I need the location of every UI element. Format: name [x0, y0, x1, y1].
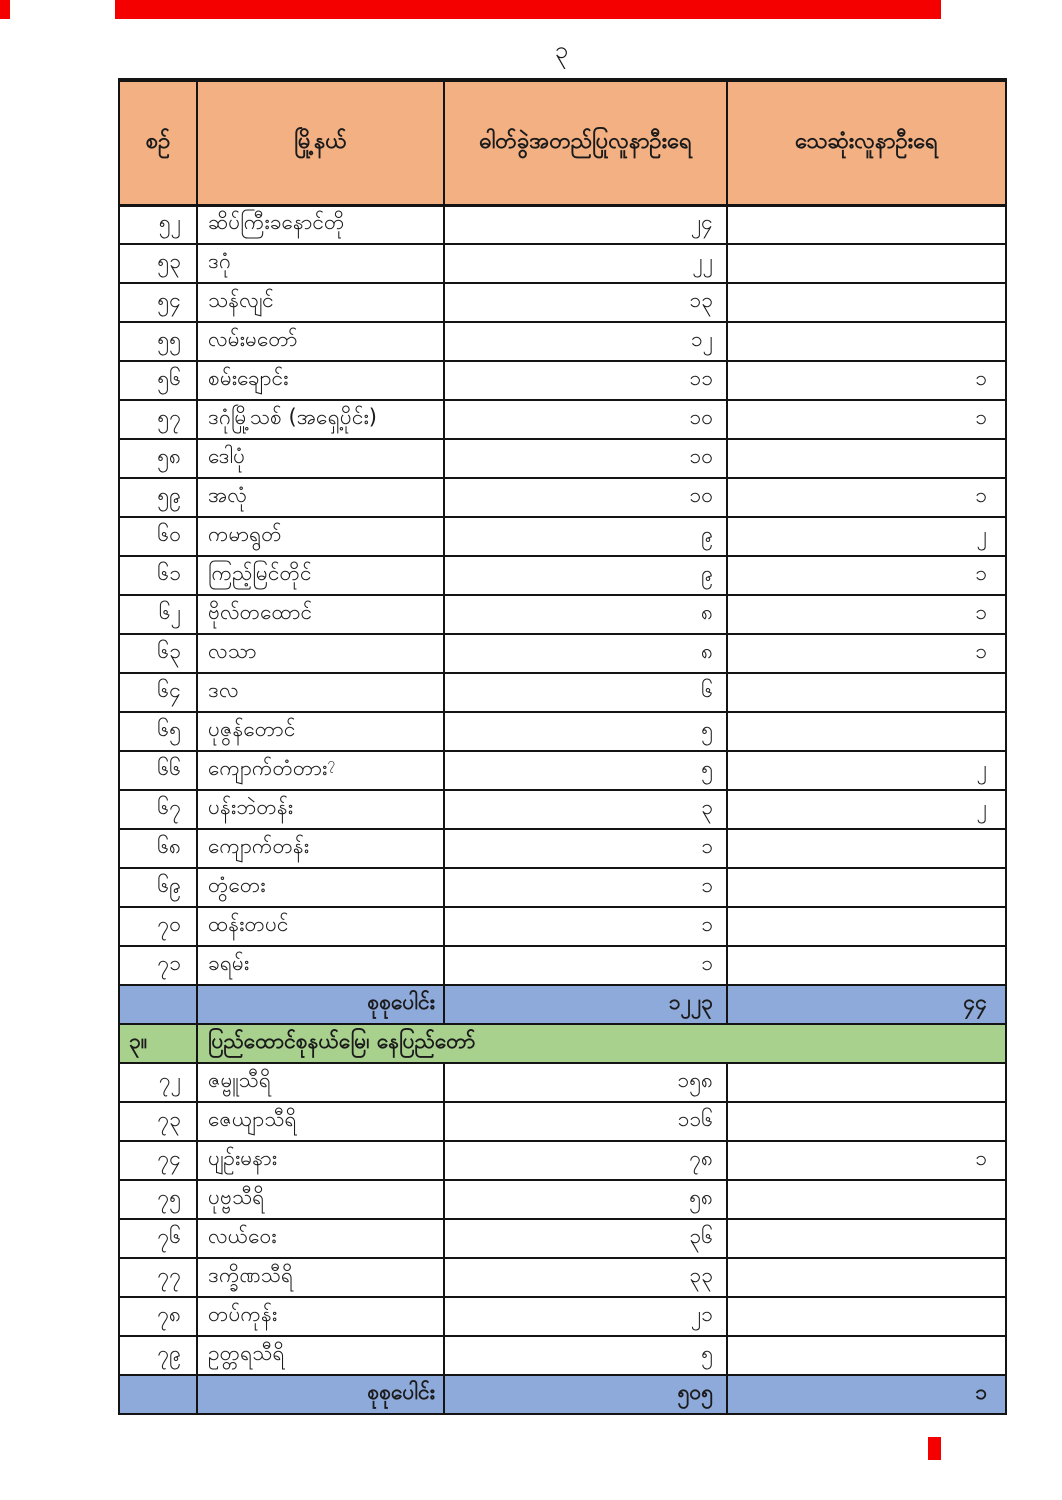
township-name: လသာ: [197, 634, 444, 673]
death-count: ၂: [727, 517, 1006, 556]
township-row: [119, 673, 1006, 712]
confirmed-count: ၁၀: [444, 478, 727, 517]
township-covid-table: [118, 78, 1007, 1415]
township-name: လယ်ဝေး: [197, 1219, 444, 1258]
township-name: ပုဗ္ဗသီရိ: [197, 1180, 444, 1219]
confirmed-count: ၈: [444, 634, 727, 673]
row-number: ၇၅: [119, 1180, 197, 1219]
section-number: ၃။: [119, 1024, 197, 1063]
row-number: ၇၁: [119, 946, 197, 985]
township-row: [119, 556, 1006, 595]
township-name: သန်လျင်: [197, 283, 444, 322]
death-count: [727, 283, 1006, 322]
township-row: [119, 400, 1006, 439]
death-count: [727, 1336, 1006, 1375]
row-number: ၅၇: [119, 400, 197, 439]
death-count: ၁: [727, 634, 1006, 673]
column-header-deaths: သေဆုံးလူနာဦးရေ: [727, 80, 1006, 205]
township-row: [119, 829, 1006, 868]
row-number: ၇၉: [119, 1336, 197, 1375]
redaction-bar-header: [115, 0, 941, 19]
confirmed-count: ၁၁၆: [444, 1102, 727, 1141]
confirmed-count: ၇၈: [444, 1141, 727, 1180]
confirmed-count: ၁: [444, 946, 727, 985]
page-number: ၃: [554, 36, 569, 64]
township-name: ကြည့်မြင်တိုင်: [197, 556, 444, 595]
township-name: ဒဂုံ: [197, 244, 444, 283]
death-count: ၁: [727, 1141, 1006, 1180]
township-name: ကျောက်တန်း: [197, 829, 444, 868]
township-name: ပန်းဘဲတန်း: [197, 790, 444, 829]
confirmed-count: ၉: [444, 517, 727, 556]
row-number: ၆၃: [119, 634, 197, 673]
township-row: [119, 907, 1006, 946]
township-row: [119, 517, 1006, 556]
township-name: ကျောက်တံတား$^၇$: [197, 751, 444, 790]
confirmed-count: ၂၁: [444, 1297, 727, 1336]
township-name: ဗိုလ်တထောင်: [197, 595, 444, 634]
township-row: [119, 244, 1006, 283]
row-number: ၅၈: [119, 439, 197, 478]
row-number: ၆၅: [119, 712, 197, 751]
row-number: ၅၂: [119, 205, 197, 244]
confirmed-count: ၅: [444, 712, 727, 751]
death-count: ၁: [727, 400, 1006, 439]
confirmed-count: ၅: [444, 1336, 727, 1375]
confirmed-count: ၁၂: [444, 322, 727, 361]
township-name: တွံတေး: [197, 868, 444, 907]
row-number: ၆၇: [119, 790, 197, 829]
death-count: ၁: [727, 478, 1006, 517]
death-count: [727, 868, 1006, 907]
township-row: [119, 1297, 1006, 1336]
confirmed-count: ၁၀: [444, 439, 727, 478]
confirmed-count: ၅၈: [444, 1180, 727, 1219]
township-row: [119, 1336, 1006, 1375]
township-row: [119, 478, 1006, 517]
death-count: ၁: [727, 595, 1006, 634]
death-count: [727, 1219, 1006, 1258]
total-row: [119, 1375, 1006, 1414]
column-header-township: မြို့နယ်: [197, 80, 444, 205]
confirmed-count: ၃၃: [444, 1258, 727, 1297]
section-header-row: [119, 1024, 1006, 1063]
total-death-count: ၄၄: [727, 985, 1006, 1024]
confirmed-count: ၃၆: [444, 1219, 727, 1258]
township-row: [119, 946, 1006, 985]
death-count: [727, 712, 1006, 751]
township-name: ဒလ: [197, 673, 444, 712]
confirmed-count: ၁၃: [444, 283, 727, 322]
row-number: ၆၀: [119, 517, 197, 556]
row-number: ၆၂: [119, 595, 197, 634]
confirmed-count: ၂၂: [444, 244, 727, 283]
township-name: ဒေါပုံ: [197, 439, 444, 478]
death-count: [727, 244, 1006, 283]
township-row: [119, 1180, 1006, 1219]
row-number: ၆၁: [119, 556, 197, 595]
township-row: [119, 1141, 1006, 1180]
table-body: [119, 205, 1006, 1414]
total-empty-cell: [119, 1375, 197, 1414]
township-row: [119, 790, 1006, 829]
township-name: ပျဉ်းမနား: [197, 1141, 444, 1180]
row-number: ၇၂: [119, 1063, 197, 1102]
township-name: ဆိပ်ကြီးခနောင်တို: [197, 205, 444, 244]
total-death-count: ၁: [727, 1375, 1006, 1414]
death-count: [727, 946, 1006, 985]
row-number: ၆၉: [119, 868, 197, 907]
confirmed-count: ၁: [444, 868, 727, 907]
township-row: [119, 751, 1006, 790]
row-number: ၇၃: [119, 1102, 197, 1141]
footnote-marker: ၇: [327, 756, 335, 771]
confirmed-count: ၅: [444, 751, 727, 790]
death-count: [727, 439, 1006, 478]
table-header: [119, 80, 1006, 205]
confirmed-count: ၁: [444, 907, 727, 946]
confirmed-count: ၁၅၈: [444, 1063, 727, 1102]
township-row: [119, 1063, 1006, 1102]
township-name: ဒက္ခိဏသီရိ: [197, 1258, 444, 1297]
death-count: [727, 1180, 1006, 1219]
total-label: စုစုပေါင်း: [197, 985, 444, 1024]
death-count: [727, 1258, 1006, 1297]
township-row: [119, 205, 1006, 244]
death-count: [727, 673, 1006, 712]
confirmed-count: ၁၁: [444, 361, 727, 400]
confirmed-count: ၉: [444, 556, 727, 595]
row-number: ၆၆: [119, 751, 197, 790]
death-count: [727, 205, 1006, 244]
township-row: [119, 634, 1006, 673]
row-number: ၅၉: [119, 478, 197, 517]
township-name: ပုဇွန်တောင်: [197, 712, 444, 751]
township-row: [119, 361, 1006, 400]
township-name: လမ်းမတော်: [197, 322, 444, 361]
total-confirmed-count: ၅၀၅: [444, 1375, 727, 1414]
row-number: ၇၄: [119, 1141, 197, 1180]
township-row: [119, 1102, 1006, 1141]
township-row: [119, 868, 1006, 907]
section-title: ပြည်ထောင်စုနယ်မြေ၊ နေပြည်တော်: [197, 1024, 1006, 1063]
death-count: [727, 1102, 1006, 1141]
death-count: ၁: [727, 556, 1006, 595]
township-row: [119, 712, 1006, 751]
row-number: ၇၆: [119, 1219, 197, 1258]
death-count: [727, 829, 1006, 868]
row-number: ၅၄: [119, 283, 197, 322]
death-count: [727, 322, 1006, 361]
township-name: ဒဂုံမြို့သစ် (အရှေ့ပိုင်း): [197, 400, 444, 439]
row-number: ၇၇: [119, 1258, 197, 1297]
redaction-mark-top-left: [0, 0, 10, 19]
confirmed-count: ၆: [444, 673, 727, 712]
township-row: [119, 322, 1006, 361]
township-name: ခရမ်း: [197, 946, 444, 985]
township-name: ထန်းတပင်: [197, 907, 444, 946]
death-count: ၂: [727, 790, 1006, 829]
township-row: [119, 283, 1006, 322]
township-name: ဇေယျာသီရိ: [197, 1102, 444, 1141]
township-name: စမ်းချောင်း: [197, 361, 444, 400]
column-header-confirmed: ဓါတ်ခွဲအတည်ပြုလူနာဦးရေ: [444, 80, 727, 205]
row-number: ၅၃: [119, 244, 197, 283]
total-label: စုစုပေါင်း: [197, 1375, 444, 1414]
table-header-row: [119, 80, 1006, 205]
township-row: [119, 439, 1006, 478]
redaction-mark-footer: [928, 1437, 941, 1460]
township-name: တပ်ကုန်း: [197, 1297, 444, 1336]
township-row: [119, 1219, 1006, 1258]
total-confirmed-count: ၁၂၂၃: [444, 985, 727, 1024]
confirmed-count: ၂၄: [444, 205, 727, 244]
row-number: ၅၆: [119, 361, 197, 400]
death-count: ၁: [727, 361, 1006, 400]
death-count: [727, 1297, 1006, 1336]
death-count: [727, 1063, 1006, 1102]
row-number: ၆၈: [119, 829, 197, 868]
confirmed-count: ၃: [444, 790, 727, 829]
township-row: [119, 595, 1006, 634]
township-name: ဥတ္တရသီရိ: [197, 1336, 444, 1375]
confirmed-count: ၈: [444, 595, 727, 634]
township-name: ဇမ္ဗူသီရိ: [197, 1063, 444, 1102]
row-number: ၇၀: [119, 907, 197, 946]
total-row: [119, 985, 1006, 1024]
row-number: ၅၅: [119, 322, 197, 361]
confirmed-count: ၁: [444, 829, 727, 868]
death-count: [727, 907, 1006, 946]
confirmed-count: ၁၀: [444, 400, 727, 439]
column-header-serial: စဉ်: [119, 80, 197, 205]
row-number: ၆၄: [119, 673, 197, 712]
death-count: ၂: [727, 751, 1006, 790]
row-number: ၇၈: [119, 1297, 197, 1336]
total-empty-cell: [119, 985, 197, 1024]
township-name: အလုံ: [197, 478, 444, 517]
township-name: ကမာရွတ်: [197, 517, 444, 556]
township-row: [119, 1258, 1006, 1297]
